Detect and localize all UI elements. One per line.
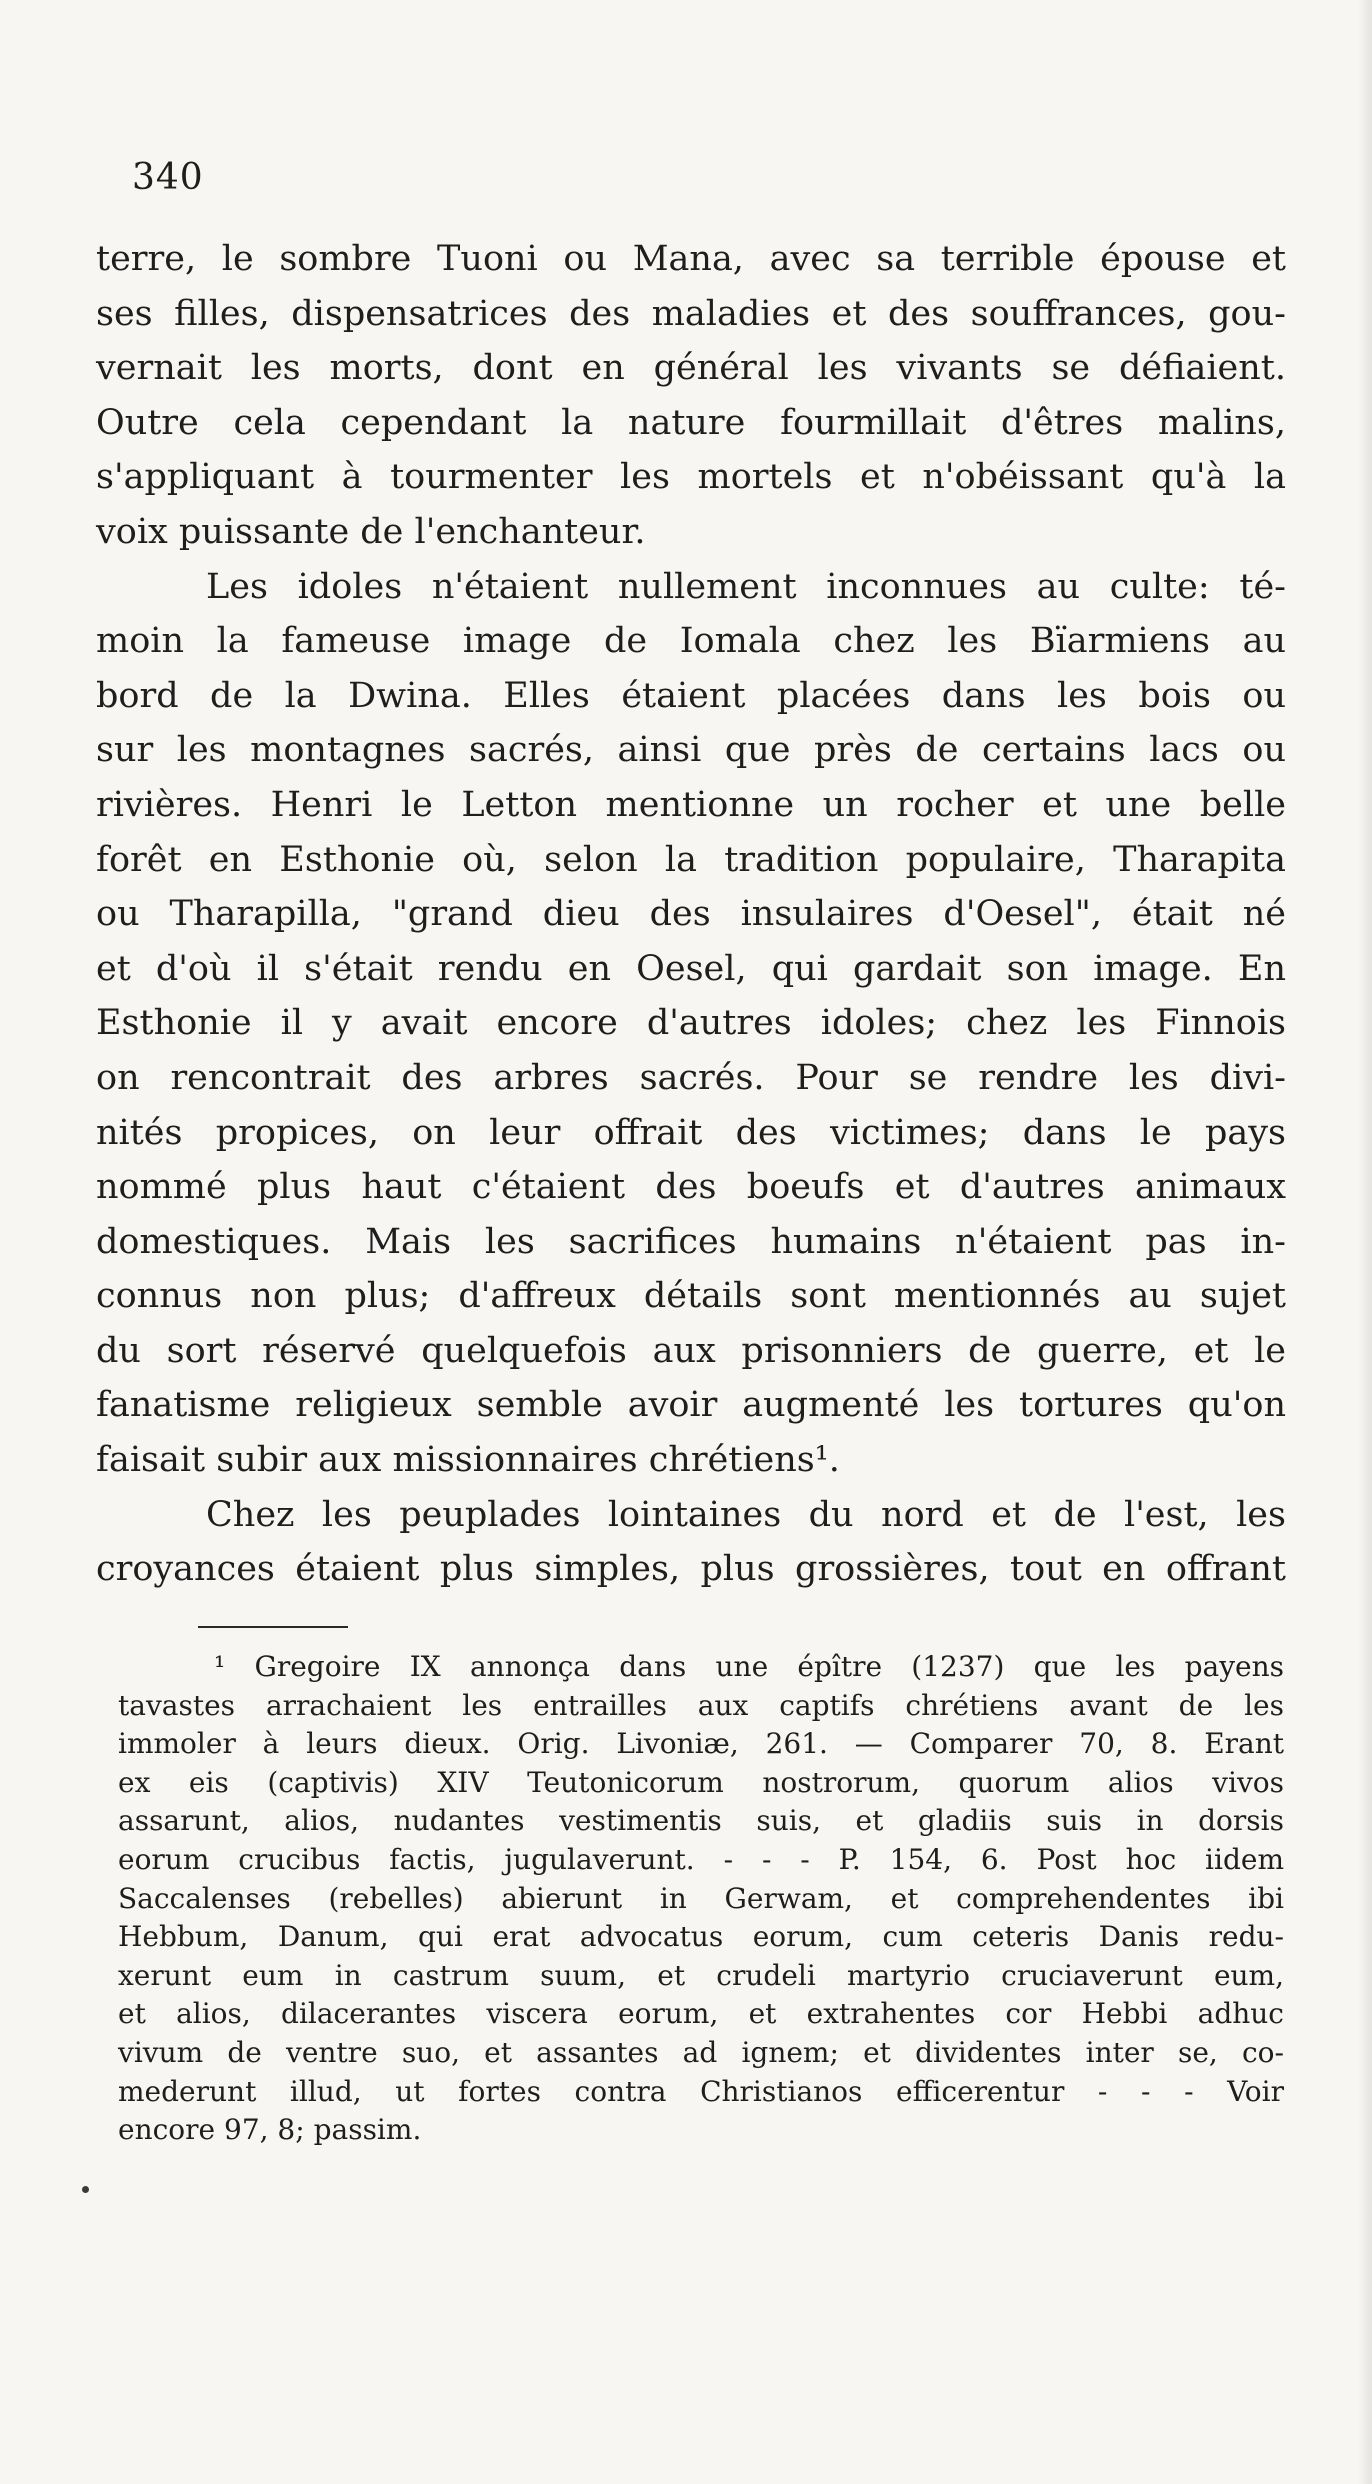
footnote-line: mederunt illud, ut fortes contra Christianos efficerentur - - - Voir	[118, 2074, 1284, 2108]
footnote-line: ex eis (captivis) XIV Teutonicorum nostrorum, quorum alios vivos	[118, 1765, 1284, 1799]
text-line: forêt en Esthonie où, selon la tradition populaire, Tharapita	[96, 839, 1286, 880]
text-line: du sort réservé quelquefois aux prisonniers de guerre, et le	[96, 1330, 1286, 1371]
footnote-line: eorum crucibus factis, jugulaverunt. - - - P. 154, 6. Post hoc iidem	[118, 1842, 1284, 1876]
text-line: faisait subir aux missionnaires chrétiens¹.	[96, 1440, 840, 1481]
text-line: s'appliquant à tourmenter les mortels et n'obéissant qu'à la	[96, 457, 1286, 498]
footnote-line: ¹ Gregoire IX annonça dans une épître (1237) que les payens	[214, 1650, 1284, 1683]
footnote-line: et alios, dilacerantes viscera eorum, et extrahentes cor Hebbi adhuc	[118, 1997, 1284, 2031]
text-line: voix puissante de l'enchanteur.	[96, 511, 646, 552]
footnote-line: encore 97, 8; passim.	[118, 2113, 422, 2147]
text-line: Chez les peuplades lointaines du nord et de l'est, les	[206, 1494, 1286, 1535]
footnote-separator	[198, 1626, 348, 1628]
text-line: Esthonie il y avait encore d'autres idoles; chez les Finnois	[96, 1003, 1286, 1044]
footnote-line: Hebbum, Danum, qui erat advocatus eorum, cum ceteris Danis redu-	[118, 1920, 1284, 1954]
text-line: sur les montagnes sacrés, ainsi que près de certains lacs ou	[96, 730, 1286, 771]
text-line: ou Tharapilla, "grand dieu des insulaires d'Oesel", était né	[96, 894, 1286, 935]
text-line: fanatisme religieux semble avoir augmenté les tortures qu'on	[96, 1385, 1286, 1426]
text-line: ses filles, dispensatrices des maladies et des souffrances, gou-	[96, 293, 1286, 334]
text-line: nités propices, on leur offrait des victimes; dans le pays	[96, 1112, 1286, 1153]
text-line: on rencontrait des arbres sacrés. Pour se rendre les divi-	[96, 1057, 1286, 1098]
page-edge-shadow	[1358, 0, 1372, 2484]
main-text	[96, 232, 1286, 1597]
text-line: domestiques. Mais les sacrifices humains n'étaient pas in-	[96, 1221, 1286, 1262]
footnote-line: tavastes arrachaient les entrailles aux captifs chrétiens avant de les	[118, 1688, 1284, 1722]
text-line: connus non plus; d'affreux détails sont mentionnés au sujet	[96, 1276, 1286, 1317]
text-line: bord de la Dwina. Elles étaient placées dans les bois ou	[96, 675, 1286, 716]
text-line: rivières. Henri le Letton mentionne un rocher et une belle	[96, 784, 1286, 825]
text-line: moin la fameuse image de Iomala chez les Bïarmiens au	[96, 621, 1286, 662]
footnote-line: immoler à leurs dieux. Orig. Livoniæ, 261. — Comparer 70, 8. Erant	[118, 1727, 1284, 1761]
ink-speck	[82, 2186, 89, 2193]
footnote-line: vivum de ventre suo, et assantes ad ignem; et dividentes inter se, co-	[118, 2035, 1284, 2069]
page-number: 340	[132, 157, 204, 198]
footnote-line: Saccalenses (rebelles) abierunt in Gerwam, et comprehendentes ibi	[118, 1881, 1284, 1915]
text-line: et d'où il s'était rendu en Oesel, qui gardait son image. En	[96, 948, 1286, 989]
footnotes	[118, 1648, 1284, 2150]
text-line: terre, le sombre Tuoni ou Mana, avec sa terrible épouse et	[96, 239, 1286, 279]
text-line: Les idoles n'étaient nullement inconnues au culte: té-	[206, 566, 1286, 607]
text-line: vernait les morts, dont en général les vivants se défiaient.	[96, 348, 1286, 389]
footnote-line: assarunt, alios, nudantes vestimentis suis, et gladiis suis in dorsis	[118, 1804, 1284, 1838]
footnote-line: xerunt eum in castrum suum, et crudeli martyrio cruciaverunt eum,	[118, 1958, 1284, 1992]
text-line: Outre cela cependant la nature fourmillait d'êtres malins,	[96, 402, 1286, 443]
text-line: croyances étaient plus simples, plus grossières, tout en offrant	[96, 1549, 1286, 1590]
text-line: nommé plus haut c'étaient des boeufs et d'autres animaux	[96, 1167, 1286, 1208]
